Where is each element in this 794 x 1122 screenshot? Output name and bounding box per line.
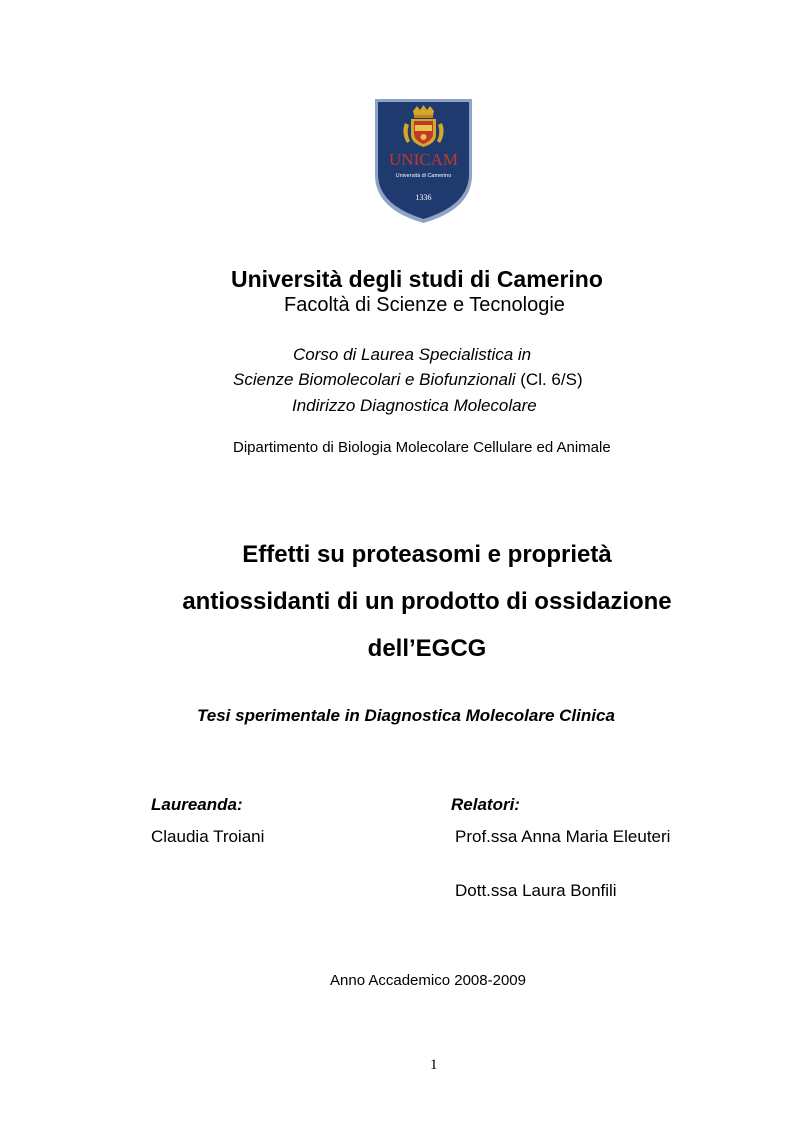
advisor-1: Prof.ssa Anna Maria Eleuteri bbox=[455, 827, 671, 846]
page-number: 1 bbox=[430, 1057, 438, 1073]
advisors-label: Relatori: bbox=[451, 795, 520, 814]
course-line-1: Corso di Laurea Specialistica in bbox=[293, 345, 532, 364]
thesis-title-line-1: Effetti su proteasomi e proprietà bbox=[242, 541, 612, 568]
logo-subtext: Università di Camerino bbox=[395, 173, 452, 179]
department-name: Dipartimento di Biologia Molecolare Cellulare ed Animale bbox=[233, 439, 611, 456]
course-name: Scienze Biomolecolari e Biofunzionali bbox=[233, 370, 516, 389]
logo-text: UNICAM bbox=[389, 150, 458, 169]
course-class: (Cl. 6/S) bbox=[515, 370, 583, 389]
unicam-logo bbox=[373, 97, 474, 225]
faculty-name: Facoltà di Scienze e Tecnologie bbox=[284, 294, 565, 316]
student-label: Laureanda: bbox=[151, 795, 243, 814]
student-name: Claudia Troiani bbox=[151, 827, 265, 846]
logo-year: 1336 bbox=[415, 193, 432, 202]
thesis-title-line-3: dell’EGCG bbox=[367, 635, 487, 662]
course-line-3: Indirizzo Diagnostica Molecolare bbox=[292, 396, 537, 415]
thesis-title-line-2: antiossidanti di un prodotto di ossidazione bbox=[182, 588, 672, 615]
advisor-2: Dott.ssa Laura Bonfili bbox=[455, 881, 617, 900]
course-line-2 bbox=[233, 370, 583, 390]
university-name: Università degli studi di Camerino bbox=[231, 266, 603, 292]
thesis-subtitle: Tesi sperimentale in Diagnostica Molecolare Clinica bbox=[197, 706, 615, 725]
academic-year: Anno Accademico 2008-2009 bbox=[330, 972, 526, 989]
